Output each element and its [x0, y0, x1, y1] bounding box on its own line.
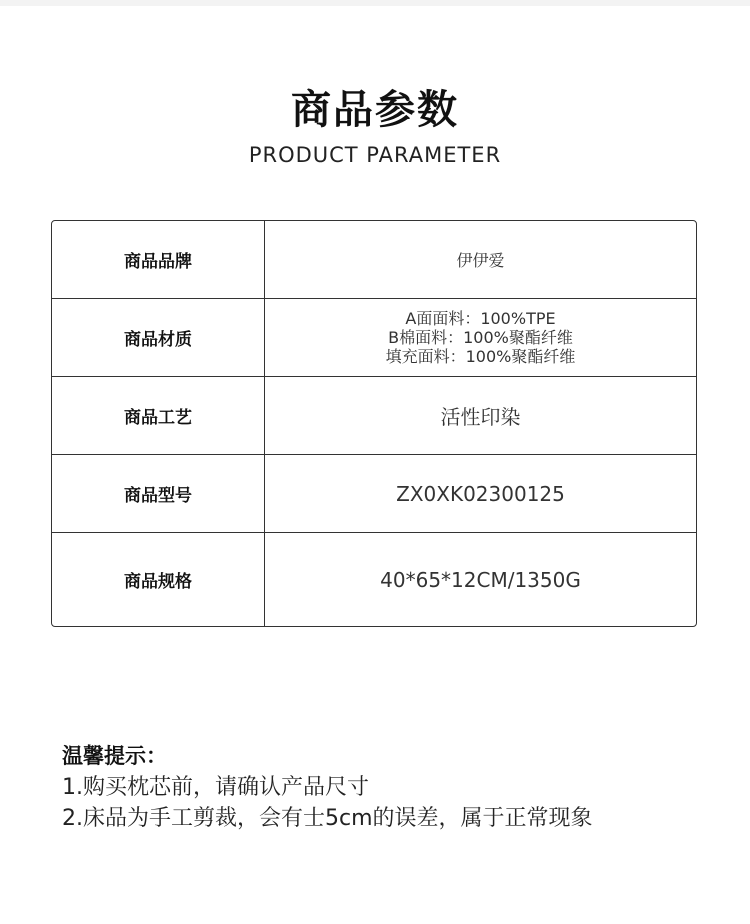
- param-label: 商品工艺: [52, 377, 265, 454]
- tips-line: 1.购买枕芯前，请确认产品尺寸: [62, 775, 369, 800]
- param-value: 伊伊爱: [456, 251, 505, 270]
- parameter-table: [51, 220, 697, 627]
- param-row-size: [52, 533, 696, 626]
- param-label: 商品材质: [52, 299, 265, 376]
- top-border: [0, 0, 750, 6]
- tips-line: 2.床品为手工剪裁，会有士5cm的误差，属于正常现象: [62, 806, 593, 831]
- param-value-line: A面面料：100%TPE: [405, 309, 556, 328]
- param-row-brand: [52, 221, 696, 299]
- param-row-material: [52, 299, 696, 377]
- param-value-list: [265, 299, 696, 376]
- page-subtitle: PRODUCT PARAMETER: [248, 143, 502, 167]
- param-value: 活性印染: [440, 405, 521, 429]
- param-label: 商品品牌: [52, 221, 265, 298]
- page-title: 商品参数: [291, 87, 459, 133]
- tips-section: [62, 740, 722, 834]
- param-row-craft: [52, 377, 696, 455]
- tips-title: 温馨提示：: [62, 744, 167, 768]
- param-label: 商品规格: [52, 533, 265, 626]
- param-value: ZX0XK02300125: [396, 481, 565, 506]
- param-value-line: 填充面料：100%聚酯纤维: [385, 347, 576, 366]
- param-value: 40*65*12CM/1350G: [380, 567, 581, 592]
- param-row-model: [52, 455, 696, 533]
- param-value-line: B棉面料：100%聚酯纤维: [388, 328, 573, 347]
- param-label: 商品型号: [52, 455, 265, 532]
